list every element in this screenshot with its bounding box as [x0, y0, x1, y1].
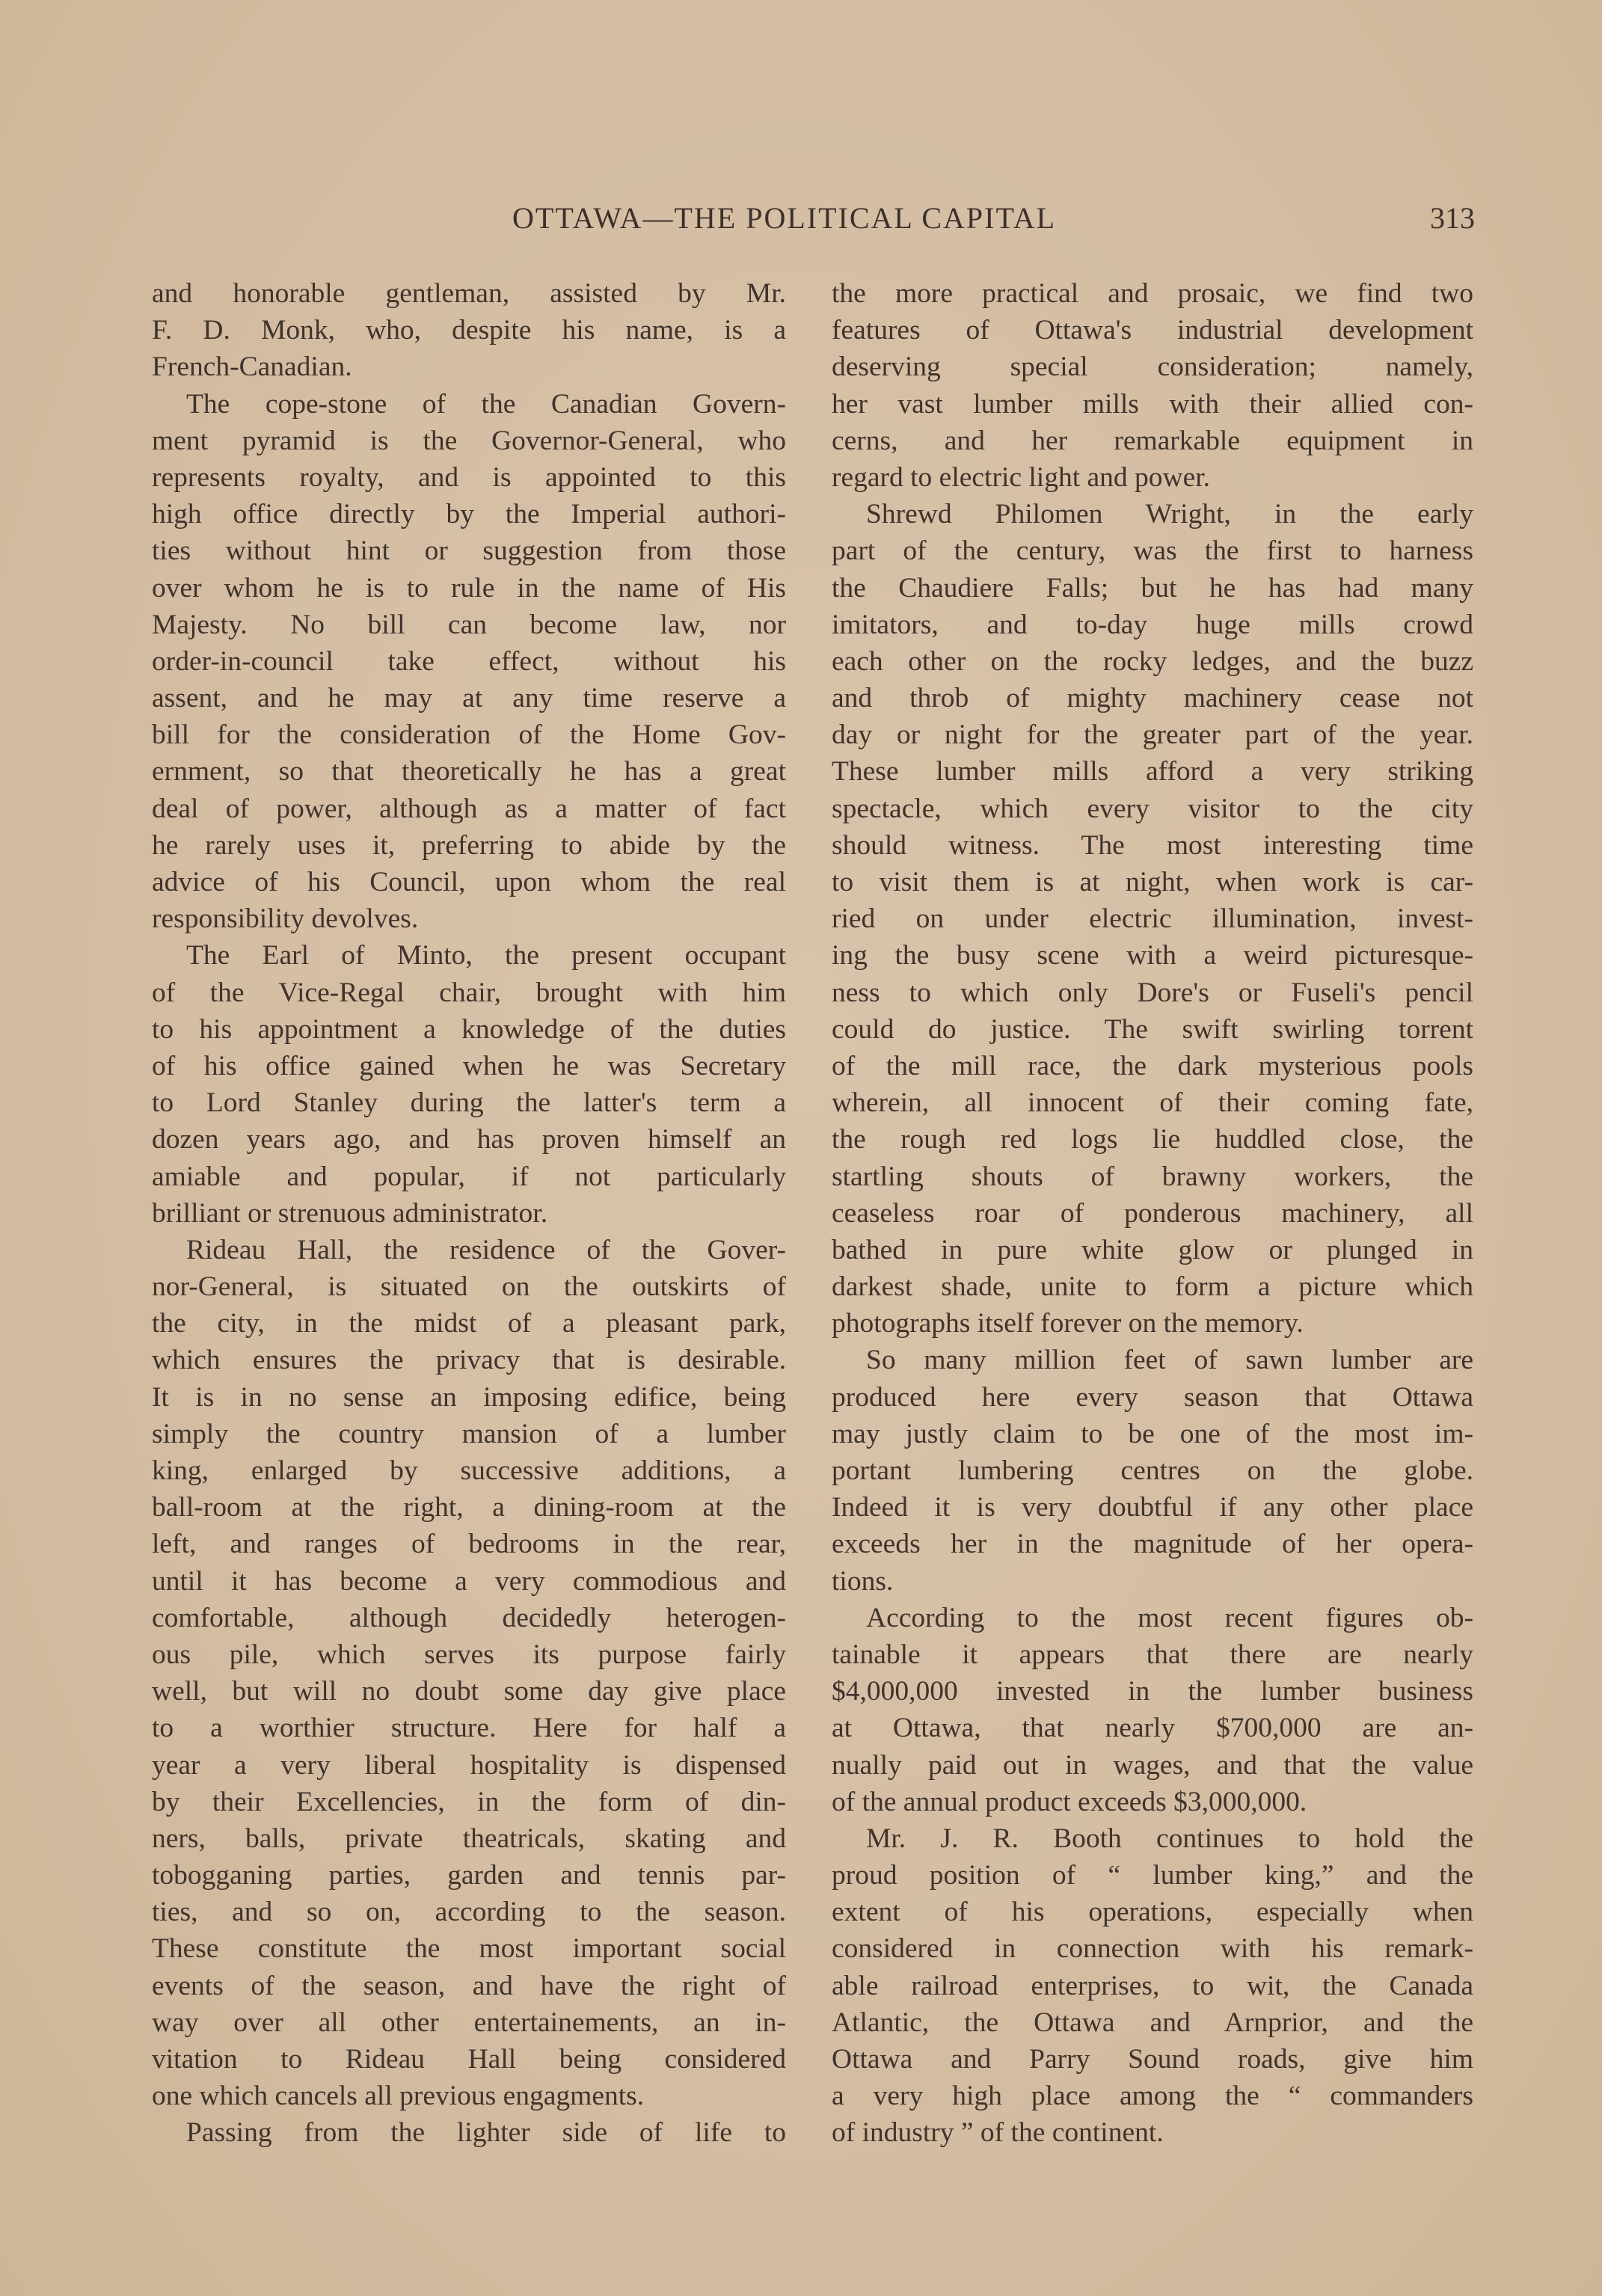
right-text-column: [832, 275, 1473, 2152]
page-header: [0, 200, 1602, 241]
text-line: ceaseless roar of ponderous machinery, all: [832, 1197, 1473, 1229]
text-line: a very high place among the “ commanders: [832, 2081, 1473, 2112]
text-line: ment pyramid is the Governor-General, who: [152, 425, 786, 456]
text-line: dozen years ago, and has proven himself an: [152, 1124, 786, 1155]
text-line: darkest shade, unite to form a picture which: [832, 1271, 1473, 1303]
text-line: ernment, so that theoretically he has a great: [152, 756, 786, 788]
text-line: Atlantic, the Ottawa and Arnprior, and the: [832, 2007, 1473, 2038]
text-line: produced here every season that Ottawa: [832, 1381, 1473, 1413]
text-line: assent, and he may at any time reserve a: [152, 683, 786, 714]
running-title: OTTAWA—THE POLITICAL CAPITAL: [512, 201, 1057, 235]
text-line: wherein, all innocent of their coming fate,: [832, 1087, 1473, 1119]
text-line: considered in connection with his remark-: [832, 1933, 1473, 1965]
text-line: portant lumbering centres on the globe.: [832, 1455, 1473, 1486]
text-line: ties without hint or suggestion from those: [152, 535, 786, 567]
text-line: he rarely uses it, preferring to abide by the: [152, 829, 786, 861]
text-line: day or night for the greater part of the year.: [832, 719, 1473, 751]
left-text-column: [152, 275, 786, 2152]
text-line: These constitute the most important social: [152, 1933, 786, 1965]
text-line: amiable and popular, if not particularly: [152, 1161, 786, 1192]
text-line: tions.: [832, 1565, 894, 1597]
text-line: part of the century, was the first to harness: [832, 535, 1473, 567]
text-line: nor-General, is situated on the outskirts of: [152, 1271, 786, 1303]
text-line: cerns, and her remarkable equipment in: [832, 425, 1473, 456]
text-line: These lumber mills afford a very striking: [832, 756, 1473, 788]
text-line: the city, in the midst of a pleasant park,: [152, 1308, 786, 1339]
text-line: way over all other entertainements, an in-: [152, 2007, 786, 2038]
text-line: events of the season, and have the right of: [152, 1970, 786, 2001]
text-line: So many million feet of sawn lumber are: [866, 1345, 1473, 1376]
text-line: responsibility devolves.: [152, 903, 419, 935]
text-line: which ensures the privacy that is desirable.: [152, 1345, 786, 1376]
text-line: of his office gained when he was Secretary: [152, 1050, 786, 1081]
text-line: spectacle, which every visitor to the city: [832, 793, 1473, 824]
text-line: able railroad enterprises, to wit, the Canada: [832, 1970, 1473, 2001]
text-line: of the Vice-Regal chair, brought with him: [152, 977, 786, 1008]
text-line: ties, and so on, according to the season.: [152, 1897, 786, 1928]
text-line: left, and ranges of bedrooms in the rear,: [152, 1529, 786, 1560]
text-line: Rideau Hall, the residence of the Gover-: [186, 1234, 786, 1265]
text-line: over whom he is to rule in the name of His: [152, 572, 786, 604]
page-number: 313: [1430, 201, 1475, 235]
text-line: Indeed it is very doubtful if any other place: [832, 1492, 1473, 1523]
text-line: and honorable gentleman, assisted by Mr.: [152, 278, 786, 309]
text-line: regard to electric light and power.: [832, 461, 1211, 493]
text-line: tobogganing parties, garden and tennis par-: [152, 1860, 786, 1891]
text-line: Passing from the lighter side of life to: [186, 2117, 786, 2149]
text-line: Mr. J. R. Booth continues to hold the: [866, 1823, 1473, 1854]
text-line: may justly claim to be one of the most im-: [832, 1418, 1473, 1449]
text-line: to a worthier structure. Here for half a: [152, 1713, 786, 1744]
text-line: of industry ” of the continent.: [832, 2117, 1164, 2149]
text-line: photographs itself forever on the memory.: [832, 1308, 1304, 1339]
text-line: $4,000,000 invested in the lumber business: [832, 1676, 1473, 1707]
text-line: represents royalty, and is appointed to this: [152, 461, 786, 493]
text-line: each other on the rocky ledges, and the buzz: [832, 645, 1473, 677]
text-line: the Chaudiere Falls; but he has had many: [832, 572, 1473, 604]
text-line: advice of his Council, upon whom the real: [152, 867, 786, 897]
text-line: until it has become a very commodious and: [152, 1565, 786, 1597]
text-line: to visit them is at night, when work is car-: [832, 867, 1473, 897]
text-line: According to the most recent figures ob-: [866, 1602, 1473, 1633]
text-line: to his appointment a knowledge of the duties: [152, 1013, 786, 1045]
text-line: extent of his operations, especially when: [832, 1897, 1473, 1928]
text-line: features of Ottawa's industrial development: [832, 315, 1473, 346]
text-line: order-in-council take effect, without his: [152, 645, 786, 677]
text-line: high office directly by the Imperial authori-: [152, 499, 786, 530]
text-line: ness to which only Dore's or Fuseli's pencil: [832, 977, 1473, 1008]
text-line: French-Canadian.: [152, 352, 352, 383]
text-line: to Lord Stanley during the latter's term a: [152, 1087, 786, 1119]
text-line: comfortable, although decidedly heterogen-: [152, 1602, 786, 1633]
text-line: Majesty. No bill can become law, nor: [152, 609, 786, 640]
text-line: one which cancels all previous engagments.: [152, 2081, 645, 2112]
text-line: imitators, and to-day huge mills crowd: [832, 609, 1473, 640]
text-line: at Ottawa, that nearly $700,000 are an-: [832, 1713, 1473, 1744]
text-line: simply the country mansion of a lumber: [152, 1418, 786, 1449]
text-line: Shrewd Philomen Wright, in the early: [866, 499, 1473, 530]
text-line: by their Excellencies, in the form of din-: [152, 1786, 786, 1817]
text-line: ners, balls, private theatricals, skating and: [152, 1823, 786, 1854]
text-line: the more practical and prosaic, we find two: [832, 278, 1473, 309]
text-line: ball-room at the right, a dining-room at the: [152, 1492, 786, 1523]
text-line: ous pile, which serves its purpose fairly: [152, 1639, 786, 1670]
text-line: deal of power, although as a matter of fact: [152, 793, 786, 824]
text-line: It is in no sense an imposing edifice, being: [152, 1381, 786, 1413]
text-line: the rough red logs lie huddled close, the: [832, 1124, 1473, 1155]
text-line: vitation to Rideau Hall being considered: [152, 2044, 786, 2075]
text-line: bill for the consideration of the Home Gov-: [152, 719, 786, 751]
text-line: of the mill race, the dark mysterious pools: [832, 1050, 1473, 1081]
text-line: tainable it appears that there are nearly: [832, 1639, 1473, 1670]
text-line: well, but will no doubt some day give place: [152, 1676, 786, 1707]
text-line: ried on under electric illumination, invest-: [832, 903, 1473, 935]
text-line: of the annual product exceeds $3,000,000.: [832, 1786, 1307, 1817]
text-line: king, enlarged by successive additions, a: [152, 1455, 786, 1486]
text-line: ing the busy scene with a weird picturesque-: [832, 940, 1473, 971]
text-line: The cope-stone of the Canadian Govern-: [186, 388, 786, 420]
text-line: should witness. The most interesting time: [832, 829, 1473, 861]
text-line: and throb of mighty machinery cease not: [832, 683, 1473, 714]
text-line: The Earl of Minto, the present occupant: [186, 940, 786, 971]
text-line: year a very liberal hospitality is dispensed: [152, 1749, 786, 1781]
text-line: brilliant or strenuous administrator.: [152, 1197, 548, 1229]
text-line: bathed in pure white glow or plunged in: [832, 1234, 1473, 1265]
text-line: nually paid out in wages, and that the value: [832, 1749, 1473, 1781]
text-line: proud position of “ lumber king,” and the: [832, 1860, 1473, 1891]
text-line: Ottawa and Parry Sound roads, give him: [832, 2044, 1473, 2075]
text-line: her vast lumber mills with their allied con-: [832, 388, 1473, 420]
text-line: exceeds her in the magnitude of her opera-: [832, 1529, 1473, 1560]
text-line: F. D. Monk, who, despite his name, is a: [152, 315, 786, 346]
text-line: startling shouts of brawny workers, the: [832, 1161, 1473, 1192]
text-line: could do justice. The swift swirling torrent: [832, 1013, 1473, 1045]
text-line: deserving special consideration; namely,: [832, 352, 1473, 383]
